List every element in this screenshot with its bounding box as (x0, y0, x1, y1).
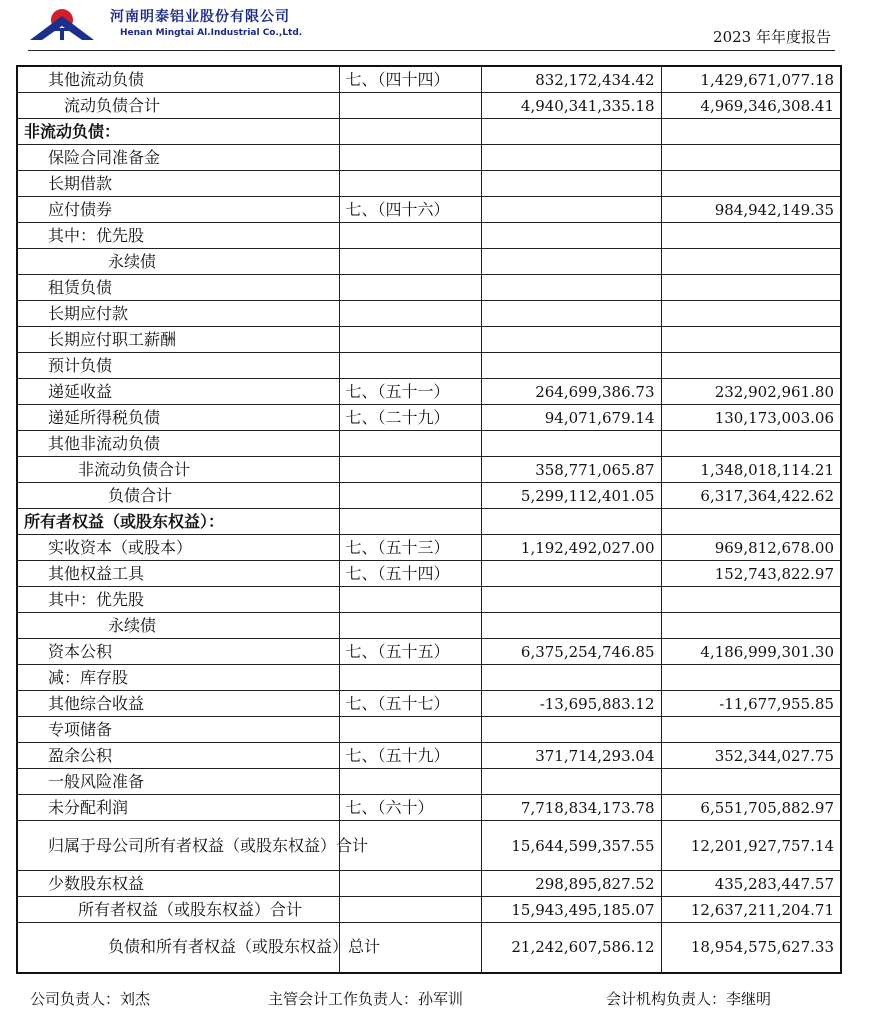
row-value-current: 358,771,065.87 (481, 457, 661, 483)
row-item-label: 少数股东权益 (17, 871, 339, 897)
row-note (339, 223, 481, 249)
row-note (339, 93, 481, 119)
row-item-label: 归属于母公司所有者权益（或股东权益）合计 (17, 821, 339, 871)
row-value-current (481, 769, 661, 795)
row-value-current (481, 119, 661, 145)
row-value-prior: 1,429,671,077.18 (661, 66, 841, 93)
dept-head-signature: 会计机构负责人：李继明 (606, 990, 772, 1008)
row-item-label: 专项储备 (17, 717, 339, 743)
row-value-current: 1,192,492,027.00 (481, 535, 661, 561)
row-item-label: 资本公积 (17, 639, 339, 665)
row-value-current (481, 561, 661, 587)
row-value-current (481, 717, 661, 743)
row-note (339, 897, 481, 923)
row-value-prior: 6,551,705,882.97 (661, 795, 841, 821)
row-item-label: 其他非流动负债 (17, 431, 339, 457)
row-value-prior: 18,954,575,627.33 (661, 923, 841, 973)
row-note: 七、（五十九） (339, 743, 481, 769)
table-row (17, 275, 841, 301)
row-value-current (481, 509, 661, 535)
table-row (17, 223, 841, 249)
row-note (339, 769, 481, 795)
table-row (17, 197, 841, 223)
table-row (17, 431, 841, 457)
row-item-label: 预计负债 (17, 353, 339, 379)
row-note (339, 431, 481, 457)
row-item-label: 租赁负债 (17, 275, 339, 301)
row-value-prior: 4,969,346,308.41 (661, 93, 841, 119)
table-row (17, 897, 841, 923)
signature-footer (0, 988, 871, 1016)
balance-sheet-body (17, 66, 841, 973)
row-value-current: -13,695,883.12 (481, 691, 661, 717)
row-note (339, 665, 481, 691)
company-head-signature: 公司负责人：刘杰 (30, 990, 151, 1008)
row-note: 七、（二十九） (339, 405, 481, 431)
row-item-label: 一般风险准备 (17, 769, 339, 795)
row-value-current: 15,644,599,357.55 (481, 821, 661, 871)
row-value-current: 298,895,827.52 (481, 871, 661, 897)
row-note (339, 871, 481, 897)
row-value-prior (661, 509, 841, 535)
row-value-prior: -11,677,955.85 (661, 691, 841, 717)
row-note (339, 613, 481, 639)
table-row (17, 743, 841, 769)
table-row (17, 171, 841, 197)
table-row (17, 327, 841, 353)
row-value-prior (661, 223, 841, 249)
row-note (339, 483, 481, 509)
row-value-prior (661, 327, 841, 353)
row-value-current (481, 327, 661, 353)
row-note: 七、（六十） (339, 795, 481, 821)
row-value-current: 5,299,112,401.05 (481, 483, 661, 509)
row-value-current: 4,940,341,335.18 (481, 93, 661, 119)
row-value-prior (661, 353, 841, 379)
row-note (339, 249, 481, 275)
row-value-prior (661, 145, 841, 171)
row-value-prior (661, 171, 841, 197)
row-value-current: 371,714,293.04 (481, 743, 661, 769)
row-item-label: 长期应付款 (17, 301, 339, 327)
table-row (17, 405, 841, 431)
row-value-current: 7,718,834,173.78 (481, 795, 661, 821)
row-value-prior (661, 249, 841, 275)
table-row (17, 379, 841, 405)
table-row (17, 923, 841, 973)
row-item-label: 长期应付职工薪酬 (17, 327, 339, 353)
row-value-current: 94,071,679.14 (481, 405, 661, 431)
table-row (17, 871, 841, 897)
row-item-label: 实收资本（或股本） (17, 535, 339, 561)
row-value-current (481, 275, 661, 301)
row-note (339, 145, 481, 171)
row-value-prior: 4,186,999,301.30 (661, 639, 841, 665)
row-item-label: 长期借款 (17, 171, 339, 197)
row-item-label: 其他综合收益 (17, 691, 339, 717)
table-row (17, 353, 841, 379)
row-value-prior (661, 717, 841, 743)
row-item-label: 递延所得税负债 (17, 405, 339, 431)
row-value-prior (661, 431, 841, 457)
table-row (17, 301, 841, 327)
row-value-current (481, 249, 661, 275)
row-value-current: 15,943,495,185.07 (481, 897, 661, 923)
row-note (339, 509, 481, 535)
row-value-current (481, 171, 661, 197)
row-value-prior: 130,173,003.06 (661, 405, 841, 431)
row-item-label: 减：库存股 (17, 665, 339, 691)
row-value-prior (661, 119, 841, 145)
row-value-prior (661, 665, 841, 691)
row-note: 七、（五十七） (339, 691, 481, 717)
row-value-current (481, 587, 661, 613)
section-header-row (17, 119, 841, 145)
row-item-label: 负债和所有者权益（或股东权益）总计 (17, 923, 339, 973)
row-value-prior: 352,344,027.75 (661, 743, 841, 769)
table-row (17, 639, 841, 665)
company-logo-icon (28, 6, 92, 46)
table-row (17, 561, 841, 587)
row-value-prior: 984,942,149.35 (661, 197, 841, 223)
row-item-label: 流动负债合计 (17, 93, 339, 119)
row-item-label: 其中：优先股 (17, 223, 339, 249)
row-item-label: 永续债 (17, 249, 339, 275)
row-note (339, 171, 481, 197)
row-value-prior (661, 613, 841, 639)
row-item-label: 其中：优先股 (17, 587, 339, 613)
row-note: 七、（五十一） (339, 379, 481, 405)
row-value-prior (661, 769, 841, 795)
table-row (17, 587, 841, 613)
row-value-prior (661, 301, 841, 327)
row-value-current (481, 665, 661, 691)
row-value-current: 832,172,434.42 (481, 66, 661, 93)
row-note: 七、（五十三） (339, 535, 481, 561)
row-value-prior: 6,317,364,422.62 (661, 483, 841, 509)
row-value-prior: 1,348,018,114.21 (661, 457, 841, 483)
row-note (339, 457, 481, 483)
row-value-current (481, 145, 661, 171)
row-item-label: 所有者权益（或股东权益）合计 (17, 897, 339, 923)
row-item-label: 负债合计 (17, 483, 339, 509)
row-value-current (481, 613, 661, 639)
company-name-en: Henan Mingtai Al.Industrial Co.,Ltd. (120, 28, 303, 38)
table-row (17, 535, 841, 561)
table-row (17, 691, 841, 717)
row-note (339, 301, 481, 327)
row-value-prior (661, 275, 841, 301)
row-note (339, 353, 481, 379)
row-item-label: 永续债 (17, 613, 339, 639)
row-value-prior: 969,812,678.00 (661, 535, 841, 561)
row-note: 七、（四十六） (339, 197, 481, 223)
table-row (17, 145, 841, 171)
row-item-label: 应付债券 (17, 197, 339, 223)
table-row (17, 613, 841, 639)
balance-sheet-table (16, 65, 842, 974)
row-value-prior: 152,743,822.97 (661, 561, 841, 587)
table-row (17, 795, 841, 821)
row-item-label: 其他权益工具 (17, 561, 339, 587)
row-value-current: 6,375,254,746.85 (481, 639, 661, 665)
table-row (17, 717, 841, 743)
row-item-label: 其他流动负债 (17, 66, 339, 93)
report-title: 2023 年年度报告 (713, 28, 831, 46)
row-value-current (481, 197, 661, 223)
row-value-prior: 12,637,211,204.71 (661, 897, 841, 923)
row-note (339, 717, 481, 743)
row-note (339, 587, 481, 613)
row-item-label: 所有者权益（或股东权益）： (17, 509, 339, 535)
row-value-current (481, 431, 661, 457)
row-item-label: 保险合同准备金 (17, 145, 339, 171)
company-name-cn: 河南明泰铝业股份有限公司 (110, 9, 290, 25)
table-row (17, 483, 841, 509)
row-note: 七、（五十四） (339, 561, 481, 587)
table-row (17, 249, 841, 275)
row-item-label: 非流动负债： (17, 119, 339, 145)
table-row (17, 821, 841, 871)
table-row (17, 66, 841, 93)
row-note: 七、（五十五） (339, 639, 481, 665)
accounting-head-signature: 主管会计工作负责人：孙军训 (268, 990, 464, 1008)
row-value-current (481, 223, 661, 249)
row-note (339, 327, 481, 353)
header-divider (28, 50, 835, 51)
row-item-label: 盈余公积 (17, 743, 339, 769)
row-item-label: 递延收益 (17, 379, 339, 405)
table-row (17, 665, 841, 691)
row-item-label: 未分配利润 (17, 795, 339, 821)
row-value-prior: 435,283,447.57 (661, 871, 841, 897)
row-value-current: 21,242,607,586.12 (481, 923, 661, 973)
row-note (339, 119, 481, 145)
row-value-current (481, 353, 661, 379)
row-note (339, 275, 481, 301)
row-value-prior: 12,201,927,757.14 (661, 821, 841, 871)
row-value-prior (661, 587, 841, 613)
row-value-current: 264,699,386.73 (481, 379, 661, 405)
section-header-row (17, 509, 841, 535)
page-header (0, 0, 871, 58)
row-note: 七、（四十四） (339, 66, 481, 93)
row-value-current (481, 301, 661, 327)
row-value-prior: 232,902,961.80 (661, 379, 841, 405)
table-row (17, 769, 841, 795)
table-row (17, 457, 841, 483)
table-row (17, 93, 841, 119)
row-item-label: 非流动负债合计 (17, 457, 339, 483)
